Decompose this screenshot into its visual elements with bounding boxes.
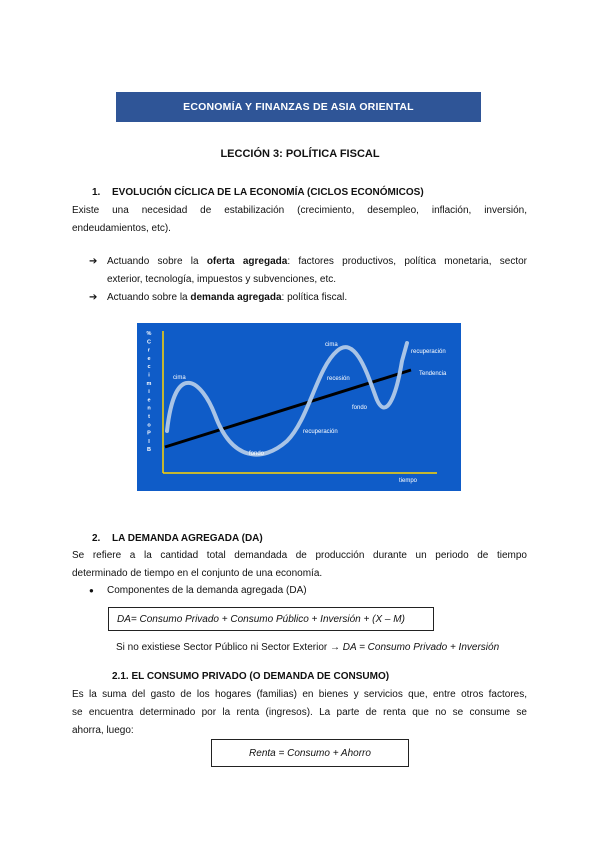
label-fondo-1: fondo [249, 451, 265, 457]
section21-line3: ahorra, luego: [72, 725, 134, 736]
y-axis-label-char: i [148, 389, 150, 396]
da-note-formula: DA = Consumo Privado + Inversión [342, 642, 500, 653]
section21-paragraph [72, 686, 527, 740]
section2-intro-line1: Se refiere a la cantidad total demandada de producción durante un periodo de tiempo [72, 550, 527, 561]
renta-formula-box [211, 739, 409, 767]
section1-intro-line2: endeudamientos, etc). [72, 223, 171, 234]
section1-number: 1. [92, 187, 101, 198]
section2-intro [72, 547, 527, 583]
da-formula-box [108, 607, 434, 631]
label-fondo-2: fondo [352, 405, 368, 411]
y-axis-label-char: e [147, 397, 151, 404]
arrow-icon: ➔ [89, 292, 98, 303]
label-cima-2: cima [325, 342, 338, 348]
course-title-banner [116, 92, 481, 122]
da-note [116, 642, 499, 653]
lesson-title: LECCIÓN 3: POLÍTICA FISCAL [220, 148, 380, 160]
section2-bullet [89, 582, 527, 600]
section2-bullet-text: Componentes de la demanda agregada (DA) [107, 585, 307, 596]
section1-intro-line1: Existe una necesidad de estabilización (crecimiento, desempleo, inflación, inversión, [72, 205, 527, 216]
course-title: ECONOMÍA Y FINANZAS DE ASIA ORIENTAL [183, 101, 414, 113]
da-formula: DA= Consumo Privado + Consumo Público + Inversión + (X – M) [117, 613, 405, 625]
y-axis-label-char: e [147, 355, 151, 362]
section21-heading: 2.1. EL CONSUMO PRIVADO (O DEMANDA DE CONSUMO) [112, 671, 390, 682]
y-axis-label-char: m [146, 380, 152, 387]
y-axis-label-char: t [148, 414, 150, 420]
y-axis-label-char: n [147, 405, 151, 412]
section1-bullet-supply [89, 253, 527, 289]
y-axis-label-char: I [148, 438, 150, 445]
section2-number: 2. [92, 533, 101, 544]
bullet-supply-line1: Actuando sobre la oferta agregada: factores productivos, política monetaria, sector [107, 256, 527, 267]
bullet-demand-line: Actuando sobre la demanda agregada: política fiscal. [107, 292, 348, 303]
section2-title: LA DEMANDA AGREGADA (DA) [112, 533, 263, 544]
renta-formula: Renta = Consumo + Ahorro [249, 747, 371, 759]
y-axis-label-char: % [146, 331, 152, 337]
label-cima-1: cima [173, 375, 186, 381]
section21-line1: Es la suma del gasto de los hogares (familias) en bienes y servicios que, entre otros factores, [72, 689, 527, 700]
section1-heading [92, 187, 424, 198]
section1-intro [72, 202, 527, 238]
business-cycle-chart [137, 323, 461, 491]
bullet-dot-icon: ● [89, 586, 94, 595]
y-axis-label-char: B [147, 447, 151, 454]
label-recuperacion-1: recuperación [303, 429, 338, 435]
x-axis-label: tiempo [399, 478, 418, 484]
section1-bullet-demand [89, 289, 527, 307]
y-axis-label-char: r [147, 347, 151, 354]
da-note-prefix: Si no existiese Sector Público ni Sector Exterior → [116, 642, 343, 653]
section2-intro-line2: determinado de tiempo en el conjunto de una economía. [72, 568, 323, 579]
y-axis-label-char: C [147, 339, 151, 346]
section2-heading [92, 533, 263, 544]
label-recesion: recesión [327, 376, 350, 382]
section1-title: EVOLUCIÓN CÍCLICA DE LA ECONOMÍA (CICLOS ECONÓMICOS) [112, 187, 424, 198]
section21-line2: se encuentra determinado por la renta (ingresos). La parte de renta que no se consume se [72, 707, 527, 718]
y-axis-label-char: P [147, 430, 151, 437]
arrow-icon: ➔ [89, 256, 98, 267]
y-axis-label-char: c [147, 364, 151, 371]
y-axis-label-char: i [148, 372, 150, 379]
trend-label: Tendencia [419, 371, 447, 377]
bullet-supply-line2: exterior, tecnología, impuestos y subvenciones, etc. [107, 274, 337, 285]
label-recuperacion-2: recuperación [411, 349, 446, 355]
y-axis-label-char: o [147, 422, 151, 429]
